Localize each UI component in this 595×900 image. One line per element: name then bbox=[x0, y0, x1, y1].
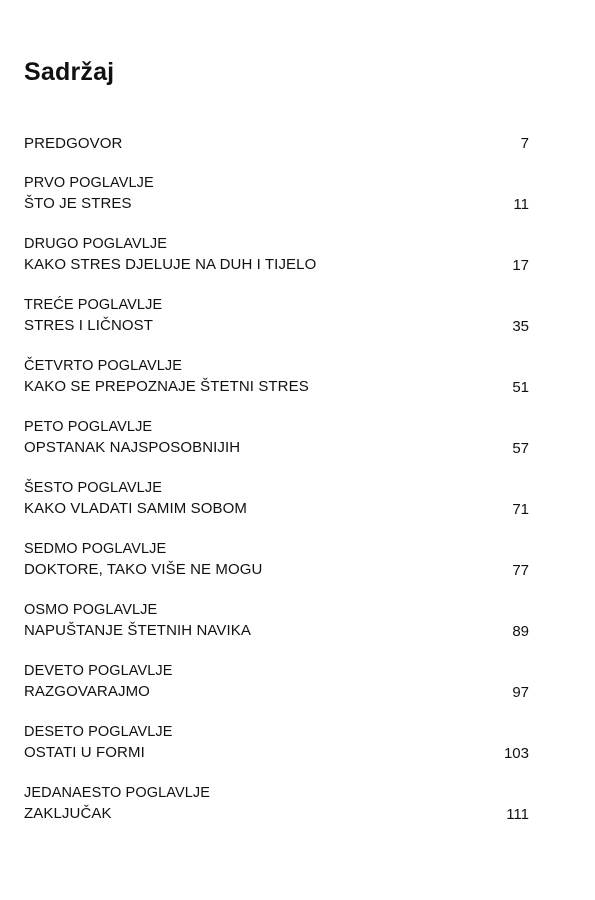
chapter-title: NAPUŠTANJE ŠTETNIH NAVIKA bbox=[24, 622, 251, 639]
chapter-title: DOKTORE, TAKO VIŠE NE MOGU bbox=[24, 561, 263, 578]
toc-entry-page: 71 bbox=[512, 501, 529, 518]
toc-entry-page: 7 bbox=[520, 135, 529, 152]
toc-entry-chapter-4 bbox=[24, 356, 529, 417]
table-of-contents bbox=[24, 133, 529, 844]
toc-entry-chapter-10 bbox=[24, 722, 529, 783]
toc-entry-page: 51 bbox=[512, 379, 529, 396]
chapter-label: DESETO POGLAVLJE bbox=[24, 724, 173, 740]
toc-entry-preface bbox=[24, 133, 529, 173]
chapter-title: STRES I LIČNOST bbox=[24, 317, 154, 334]
toc-entry-title: PREDGOVOR bbox=[24, 135, 123, 152]
chapter-title: KAKO SE PREPOZNAJE ŠTETNI STRES bbox=[24, 378, 309, 395]
toc-entry-chapter-6 bbox=[24, 478, 529, 539]
toc-entry-page: 89 bbox=[512, 623, 529, 640]
page-title: Sadržaj bbox=[24, 58, 115, 86]
chapter-label: OSMO POGLAVLJE bbox=[24, 602, 158, 618]
toc-entry-page: 97 bbox=[512, 684, 529, 701]
chapter-label: ŠESTO POGLAVLJE bbox=[24, 480, 162, 496]
toc-entry-chapter-9 bbox=[24, 661, 529, 722]
toc-entry-page: 17 bbox=[512, 257, 529, 274]
toc-entry-chapter-5 bbox=[24, 417, 529, 478]
chapter-title: KAKO VLADATI SAMIM SOBOM bbox=[24, 500, 247, 517]
chapter-title: RAZGOVARAJMO bbox=[24, 683, 150, 700]
toc-entry-page: 111 bbox=[506, 806, 529, 823]
toc-entry-chapter-7 bbox=[24, 539, 529, 600]
toc-entry-chapter-2 bbox=[24, 234, 529, 295]
chapter-label: JEDANAESTO POGLAVLJE bbox=[24, 785, 210, 801]
chapter-title: ZAKLJUČAK bbox=[24, 805, 112, 822]
toc-entry-page: 57 bbox=[512, 440, 529, 457]
toc-entry-chapter-11 bbox=[24, 783, 529, 844]
chapter-title: OSTATI U FORMI bbox=[24, 744, 145, 761]
chapter-label: DEVETO POGLAVLJE bbox=[24, 663, 173, 679]
toc-entry-page: 77 bbox=[512, 562, 529, 579]
toc-entry-chapter-3 bbox=[24, 295, 529, 356]
chapter-label: PRVO POGLAVLJE bbox=[24, 175, 154, 191]
chapter-title: ŠTO JE STRES bbox=[24, 195, 132, 212]
chapter-label: TREĆE POGLAVLJE bbox=[24, 297, 163, 313]
chapter-title: OPSTANAK NAJSPOSOBNIJIH bbox=[24, 439, 241, 456]
toc-entry-page: 35 bbox=[512, 318, 529, 335]
toc-entry-chapter-8 bbox=[24, 600, 529, 661]
chapter-title: KAKO STRES DJELUJE NA DUH I TIJELO bbox=[24, 256, 317, 273]
toc-entry-page: 11 bbox=[513, 196, 529, 213]
toc-entry-chapter-1 bbox=[24, 173, 529, 234]
chapter-label: PETO POGLAVLJE bbox=[24, 419, 153, 435]
chapter-label: DRUGO POGLAVLJE bbox=[24, 236, 168, 252]
chapter-label: SEDMO POGLAVLJE bbox=[24, 541, 167, 557]
toc-entry-page: 103 bbox=[503, 745, 529, 762]
chapter-label: ČETVRTO POGLAVLJE bbox=[24, 358, 183, 374]
